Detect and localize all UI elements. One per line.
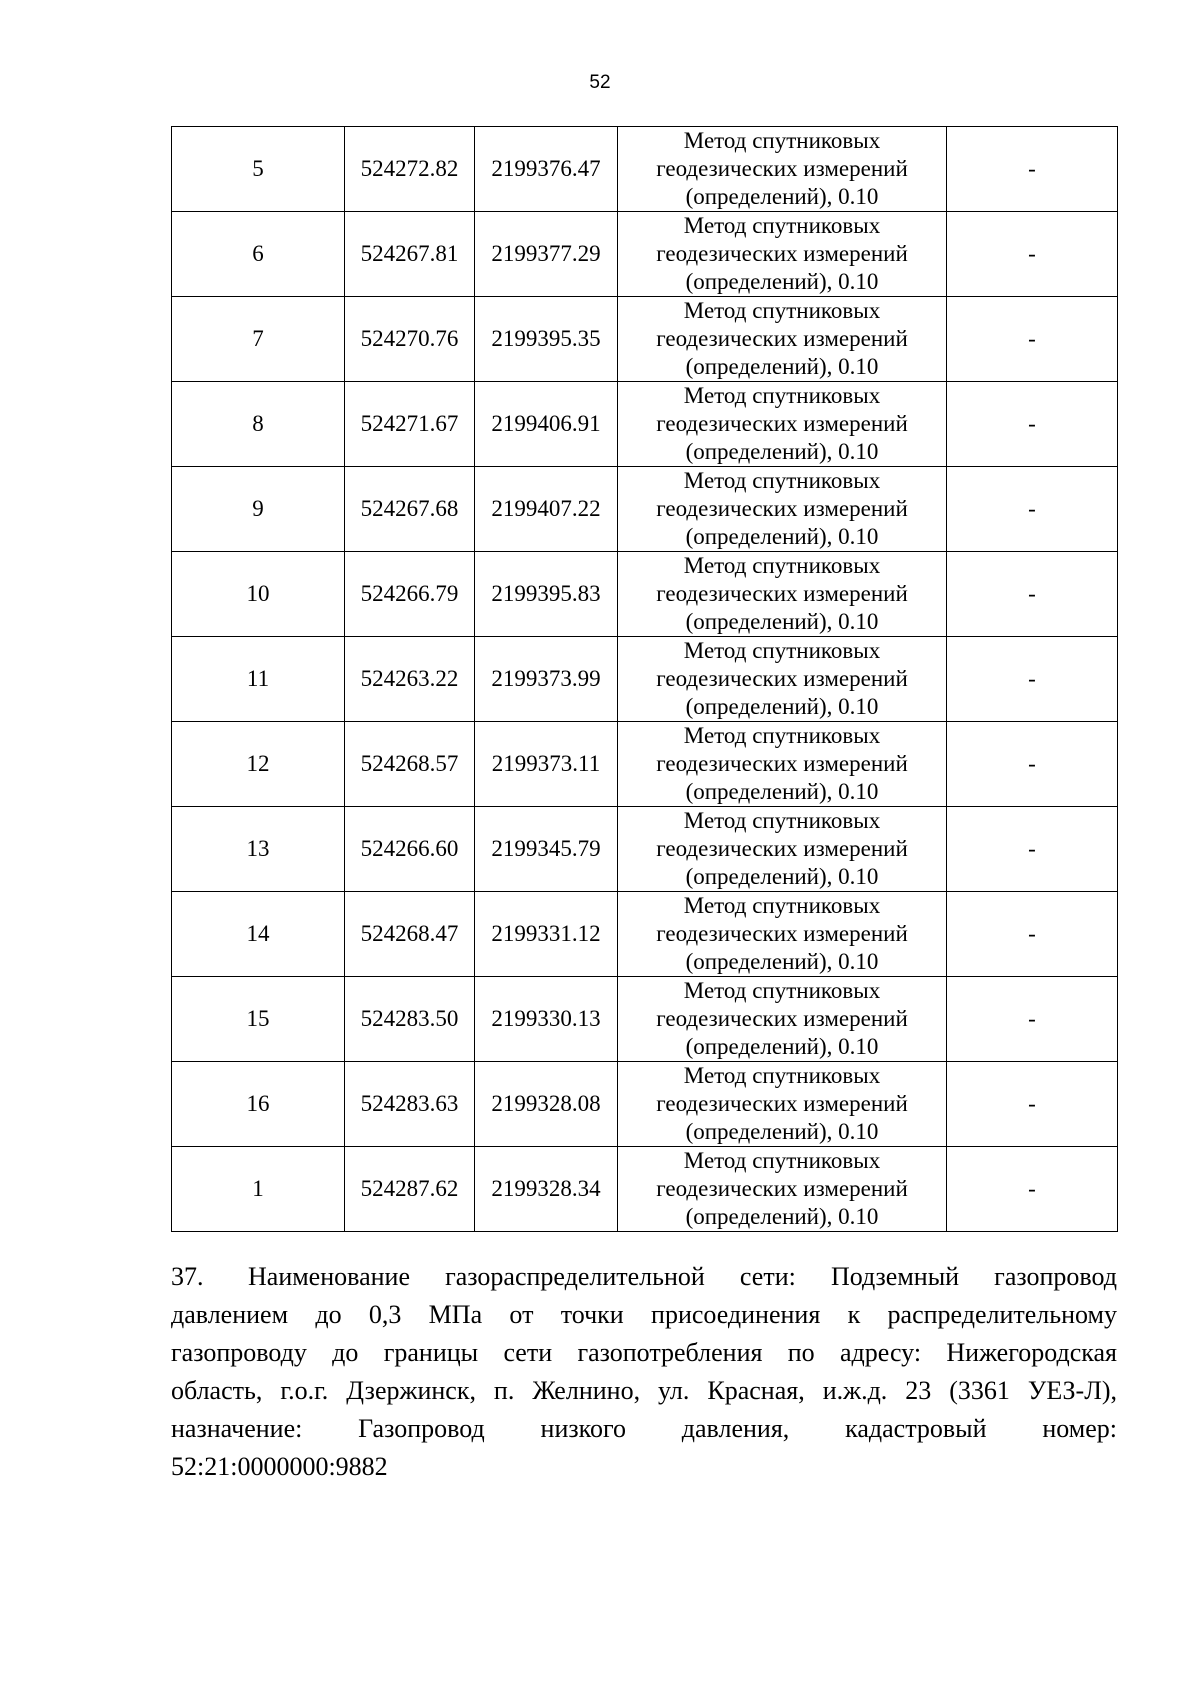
page-number: 52 xyxy=(589,72,611,93)
method-cell xyxy=(618,467,947,552)
y-coordinate-cell: 2199331.12 xyxy=(475,892,618,977)
method-line: Метод спутниковых xyxy=(683,128,881,153)
x-coordinate-cell: 524283.50 xyxy=(345,977,475,1062)
method-cell xyxy=(618,977,947,1062)
x-coordinate-cell: 524268.47 xyxy=(345,892,475,977)
coordinates-table xyxy=(171,126,1118,1232)
method-line: геодезических измерений xyxy=(656,241,908,266)
method-line: геодезических измерений xyxy=(656,1176,908,1201)
x-coordinate-cell: 524272.82 xyxy=(345,127,475,212)
method-line: (определений), 0.10 xyxy=(685,609,879,634)
point-number-cell: 8 xyxy=(172,382,345,467)
table-row xyxy=(172,807,1118,892)
method-cell xyxy=(618,1062,947,1147)
method-cell xyxy=(618,637,947,722)
method-line: (определений), 0.10 xyxy=(685,864,879,889)
method-line: Метод спутниковых xyxy=(683,213,881,238)
point-number-cell: 12 xyxy=(172,722,345,807)
description-cell: - xyxy=(947,212,1118,297)
point-number-cell: 15 xyxy=(172,977,345,1062)
point-number-cell: 9 xyxy=(172,467,345,552)
table-row xyxy=(172,977,1118,1062)
description-cell: - xyxy=(947,637,1118,722)
method-cell xyxy=(618,382,947,467)
point-number-cell: 10 xyxy=(172,552,345,637)
table-row xyxy=(172,1062,1118,1147)
x-coordinate-cell: 524266.79 xyxy=(345,552,475,637)
point-number-cell: 14 xyxy=(172,892,345,977)
description-cell: - xyxy=(947,1147,1118,1232)
x-coordinate-cell: 524271.67 xyxy=(345,382,475,467)
y-coordinate-cell: 2199395.35 xyxy=(475,297,618,382)
table-row xyxy=(172,892,1118,977)
method-line: геодезических измерений xyxy=(656,836,908,861)
y-coordinate-cell: 2199406.91 xyxy=(475,382,618,467)
paragraph-line: 52:21:0000000:9882 xyxy=(171,1452,388,1481)
x-coordinate-cell: 524267.81 xyxy=(345,212,475,297)
y-coordinate-cell: 2199373.11 xyxy=(475,722,618,807)
paragraph-number: 37. xyxy=(171,1262,204,1291)
method-line: Метод спутниковых xyxy=(683,553,881,578)
coordinates-table-body xyxy=(172,127,1118,1232)
description-cell: - xyxy=(947,892,1118,977)
method-line: геодезических измерений xyxy=(656,921,908,946)
table-row xyxy=(172,552,1118,637)
method-line: геодезических измерений xyxy=(656,581,908,606)
method-line: (определений), 0.10 xyxy=(685,1119,879,1144)
description-cell: - xyxy=(947,1062,1118,1147)
method-line: геодезических измерений xyxy=(656,666,908,691)
x-coordinate-cell: 524270.76 xyxy=(345,297,475,382)
method-line: Метод спутниковых xyxy=(683,1148,881,1173)
x-coordinate-cell: 524263.22 xyxy=(345,637,475,722)
description-cell: - xyxy=(947,297,1118,382)
description-cell: - xyxy=(947,127,1118,212)
point-number-cell: 16 xyxy=(172,1062,345,1147)
table-row xyxy=(172,467,1118,552)
method-line: геодезических измерений xyxy=(656,326,908,351)
method-line: (определений), 0.10 xyxy=(685,439,879,464)
paragraph-line xyxy=(171,1258,1117,1296)
y-coordinate-cell: 2199373.99 xyxy=(475,637,618,722)
method-line: Метод спутниковых xyxy=(683,1063,881,1088)
y-coordinate-cell: 2199395.83 xyxy=(475,552,618,637)
table-row xyxy=(172,382,1118,467)
table-row xyxy=(172,212,1118,297)
paragraph-line: назначение: Газопровод низкого давления, кадастровый номер: xyxy=(171,1414,1117,1443)
method-cell xyxy=(618,722,947,807)
table-row xyxy=(172,297,1118,382)
method-line: (определений), 0.10 xyxy=(685,184,879,209)
point-number-cell: 7 xyxy=(172,297,345,382)
description-cell: - xyxy=(947,807,1118,892)
method-line: Метод спутниковых xyxy=(683,893,881,918)
point-number-cell: 5 xyxy=(172,127,345,212)
method-line: геодезических измерений xyxy=(656,411,908,436)
method-line: (определений), 0.10 xyxy=(685,524,879,549)
method-cell xyxy=(618,212,947,297)
method-cell xyxy=(618,127,947,212)
method-line: (определений), 0.10 xyxy=(685,1034,879,1059)
y-coordinate-cell: 2199345.79 xyxy=(475,807,618,892)
paragraph-line: давлением до 0,3 МПа от точки присоединения к распределительному xyxy=(171,1300,1117,1329)
description-cell: - xyxy=(947,467,1118,552)
x-coordinate-cell: 524266.60 xyxy=(345,807,475,892)
method-line: (определений), 0.10 xyxy=(685,354,879,379)
method-line: (определений), 0.10 xyxy=(685,949,879,974)
method-line: (определений), 0.10 xyxy=(685,779,879,804)
method-line: Метод спутниковых xyxy=(683,638,881,663)
method-line: Метод спутниковых xyxy=(683,723,881,748)
point-number-cell: 6 xyxy=(172,212,345,297)
method-line: геодезических измерений xyxy=(656,156,908,181)
method-line: геодезических измерений xyxy=(656,1006,908,1031)
method-cell xyxy=(618,1147,947,1232)
y-coordinate-cell: 2199376.47 xyxy=(475,127,618,212)
method-line: Метод спутниковых xyxy=(683,298,881,323)
method-line: (определений), 0.10 xyxy=(685,694,879,719)
method-line: Метод спутниковых xyxy=(683,383,881,408)
table-row xyxy=(172,722,1118,807)
y-coordinate-cell: 2199328.34 xyxy=(475,1147,618,1232)
method-line: геодезических измерений xyxy=(656,751,908,776)
network-description-paragraph xyxy=(171,1258,1117,1486)
method-line: геодезических измерений xyxy=(656,496,908,521)
description-cell: - xyxy=(947,552,1118,637)
table-row xyxy=(172,637,1118,722)
paragraph-line-text: Наименование газораспределительной сети: Подземный газопровод xyxy=(248,1262,1117,1291)
description-cell: - xyxy=(947,382,1118,467)
x-coordinate-cell: 524287.62 xyxy=(345,1147,475,1232)
method-line: Метод спутниковых xyxy=(683,978,881,1003)
description-cell: - xyxy=(947,722,1118,807)
point-number-cell: 13 xyxy=(172,807,345,892)
point-number-cell: 1 xyxy=(172,1147,345,1232)
paragraph-line: газопроводу до границы сети газопотребления по адресу: Нижегородская xyxy=(171,1338,1117,1367)
x-coordinate-cell: 524267.68 xyxy=(345,467,475,552)
x-coordinate-cell: 524283.63 xyxy=(345,1062,475,1147)
paragraph-line: область, г.о.г. Дзержинск, п. Желнино, ул. Красная, и.ж.д. 23 (3361 УЕЗ-Л), xyxy=(171,1376,1117,1405)
method-line: Метод спутниковых xyxy=(683,808,881,833)
method-cell xyxy=(618,297,947,382)
y-coordinate-cell: 2199330.13 xyxy=(475,977,618,1062)
y-coordinate-cell: 2199377.29 xyxy=(475,212,618,297)
x-coordinate-cell: 524268.57 xyxy=(345,722,475,807)
method-cell xyxy=(618,552,947,637)
method-line: (определений), 0.10 xyxy=(685,269,879,294)
table-row xyxy=(172,1147,1118,1232)
y-coordinate-cell: 2199407.22 xyxy=(475,467,618,552)
method-line: геодезических измерений xyxy=(656,1091,908,1116)
method-line: Метод спутниковых xyxy=(683,468,881,493)
y-coordinate-cell: 2199328.08 xyxy=(475,1062,618,1147)
table-row xyxy=(172,127,1118,212)
description-cell: - xyxy=(947,977,1118,1062)
method-cell xyxy=(618,807,947,892)
method-cell xyxy=(618,892,947,977)
method-line: (определений), 0.10 xyxy=(685,1204,879,1229)
point-number-cell: 11 xyxy=(172,637,345,722)
